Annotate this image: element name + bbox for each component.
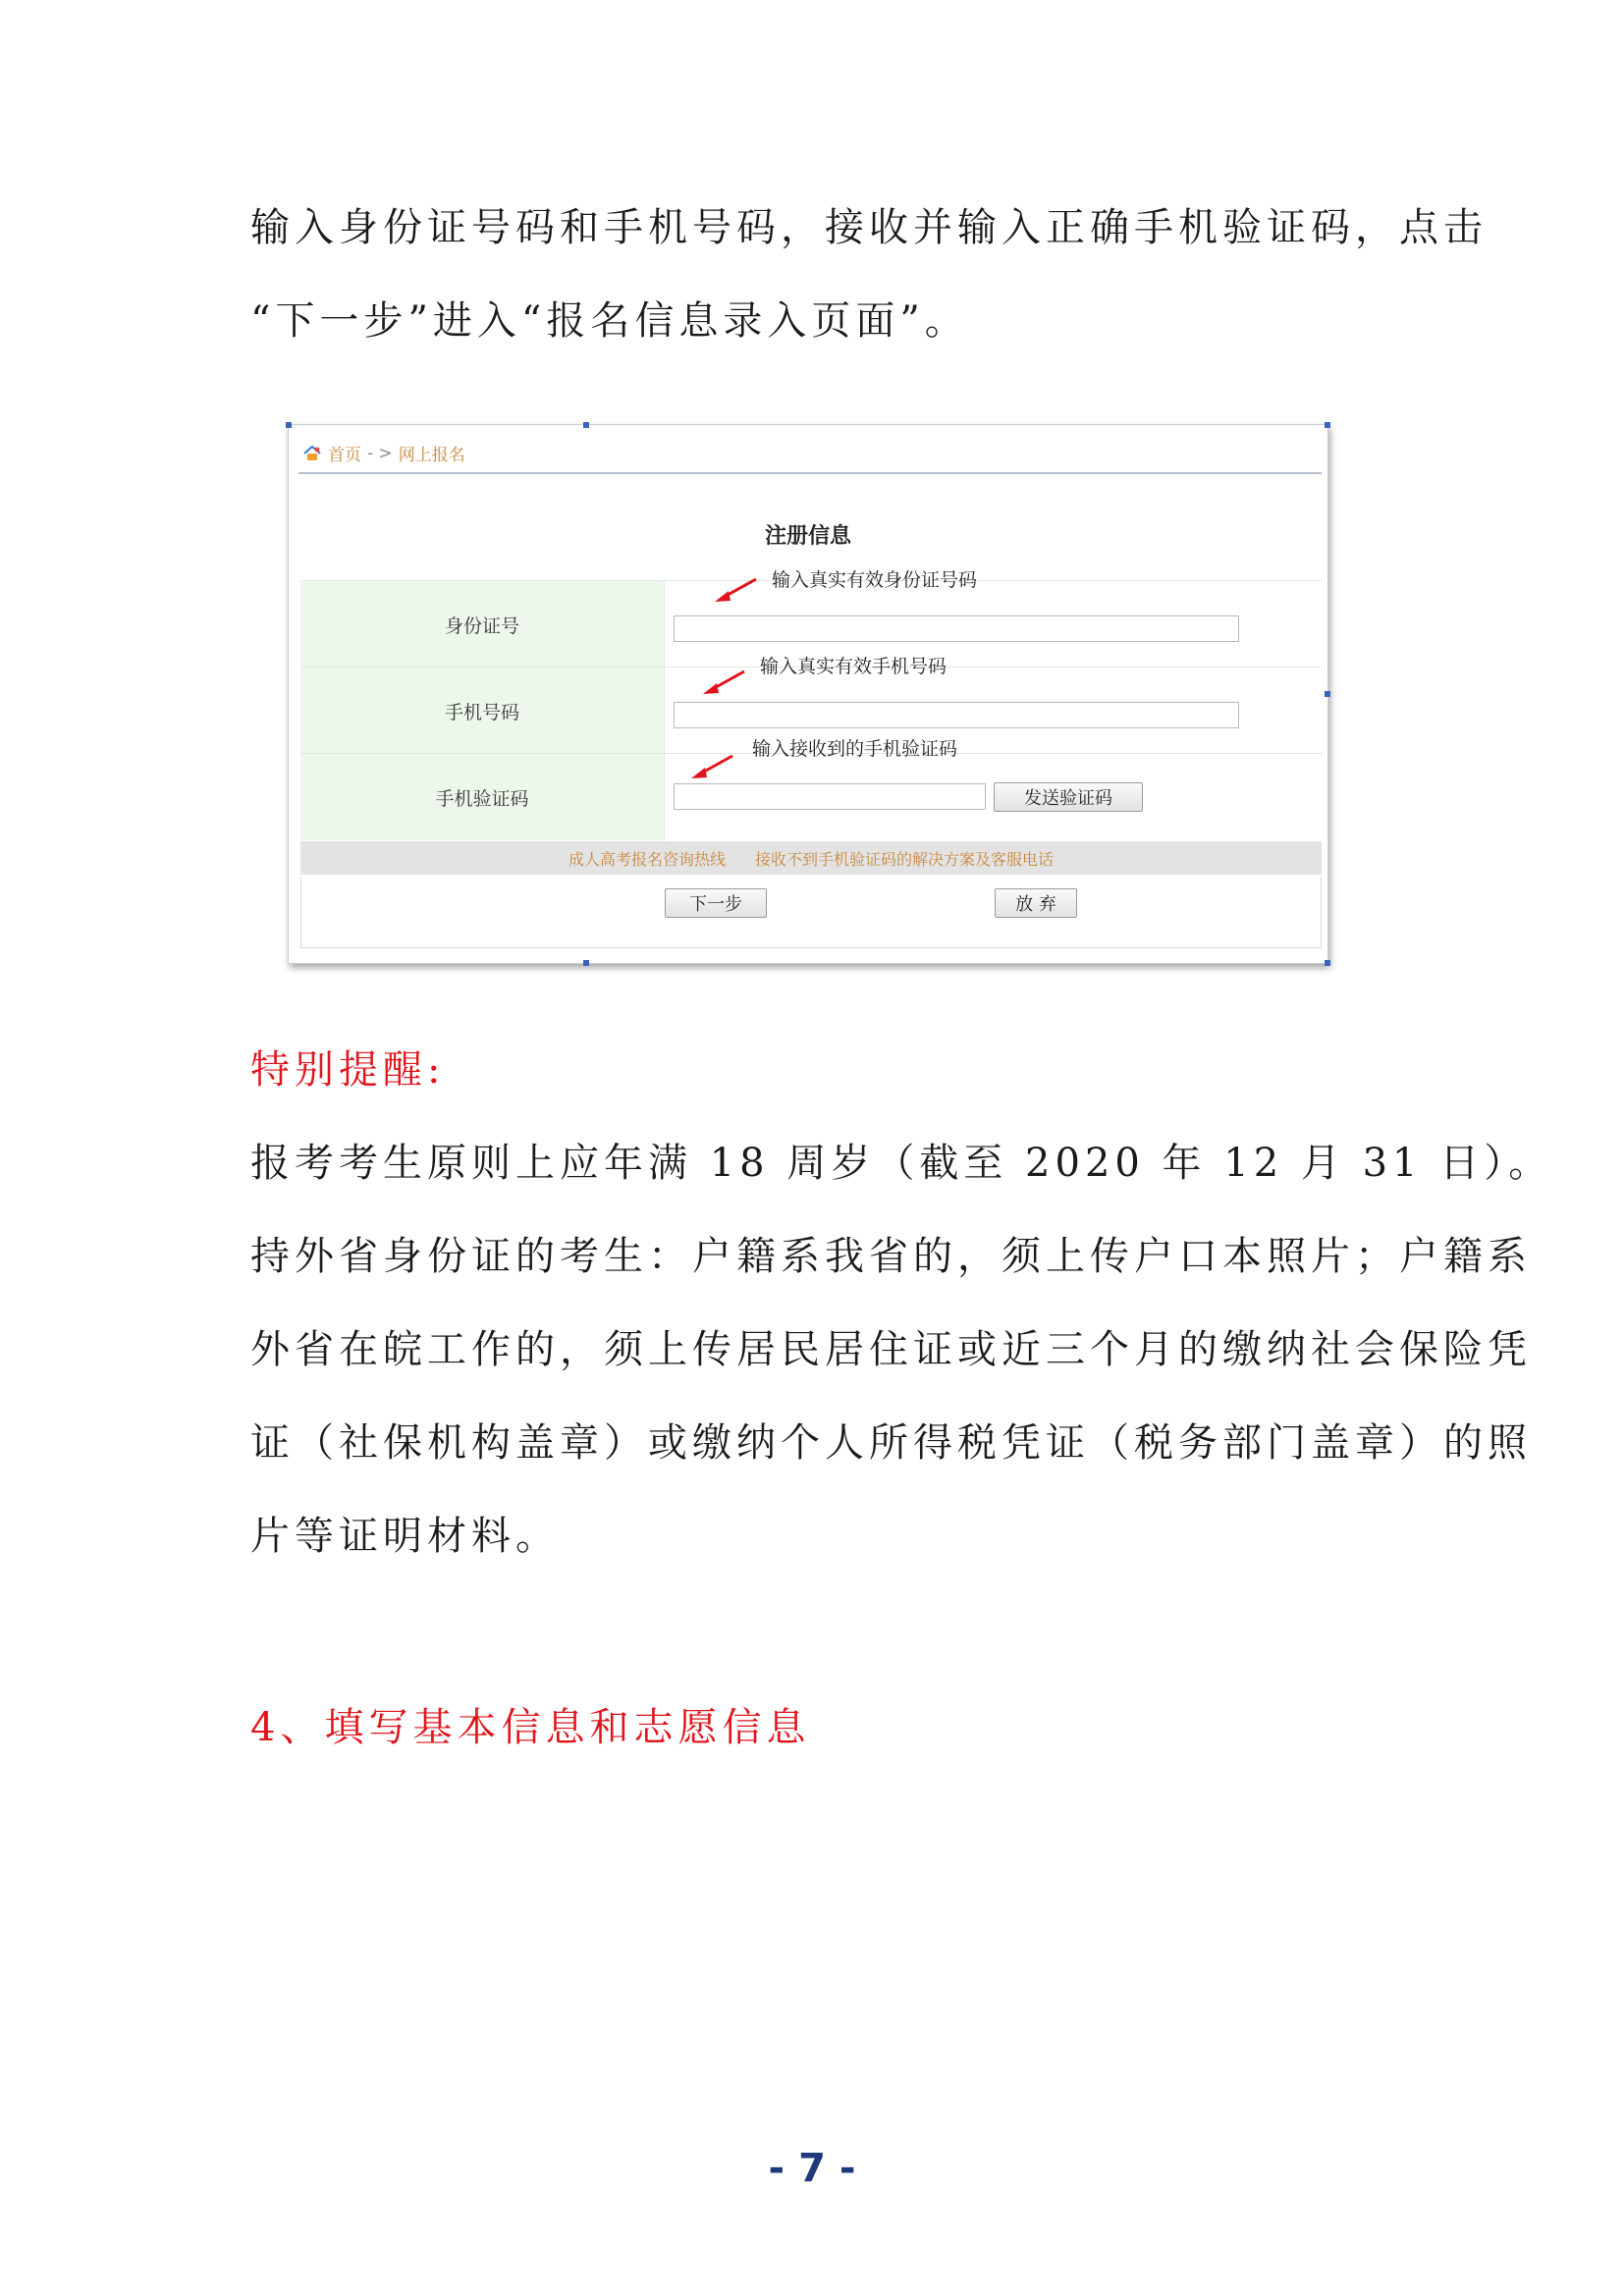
intro-line-1: 输入身份证号码和手机号码，接收并输入正确手机验证码，点击 <box>250 205 1488 250</box>
phone-number-input[interactable] <box>674 702 1239 728</box>
breadcrumb-divider <box>298 472 1322 474</box>
red-arrow-icon <box>689 752 736 781</box>
reminder-title: 特别提醒: <box>250 1047 446 1093</box>
id-number-input[interactable] <box>674 615 1239 642</box>
send-code-button[interactable]: 发送验证码 <box>994 782 1143 812</box>
id-number-hint: 输入真实有效身份证号码 <box>772 569 978 591</box>
resize-handle <box>1325 960 1330 966</box>
breadcrumb <box>302 441 465 465</box>
form-actions <box>300 877 1322 948</box>
reminder-line: 外省在皖工作的，须上传居民居住证或近三个月的缴纳社会保险凭 <box>250 1327 1532 1372</box>
page-number: - 7 - <box>768 2146 856 2191</box>
red-arrow-icon <box>701 667 748 697</box>
hotline-link[interactable]: 成人高考报名咨询热线 <box>568 849 726 869</box>
breadcrumb-separator: - > <box>367 443 393 463</box>
resize-handle <box>583 960 589 966</box>
resize-handle <box>1325 422 1330 428</box>
reminder-line: 持外省身份证的考生：户籍系我省的，须上传户口本照片；户籍系 <box>250 1234 1532 1279</box>
phone-number-label: 手机号码 <box>300 667 665 754</box>
form-title: 注册信息 <box>764 524 851 549</box>
verification-code-hint: 输入接收到的手机验证码 <box>752 738 958 760</box>
registration-screenshot <box>288 424 1328 964</box>
section-4-title: 4、填写基本信息和志愿信息 <box>250 1705 811 1750</box>
cancel-button[interactable]: 放 弃 <box>995 888 1077 918</box>
resize-handle <box>286 422 292 428</box>
resize-handle <box>1325 691 1330 697</box>
reminder-line: 报考考生原则上应年满 18 周岁（截至 2020 年 12 月 31 日）。 <box>250 1141 1553 1186</box>
phone-number-hint: 输入真实有效手机号码 <box>760 656 947 677</box>
id-number-label: 身份证号 <box>300 581 665 667</box>
verification-code-label: 手机验证码 <box>300 754 665 840</box>
code-help-link[interactable]: 接收不到手机验证码的解决方案及客服电话 <box>755 849 1055 869</box>
reminder-line: 证（社保机构盖章）或缴纳个人所得税凭证（税务部门盖章）的照 <box>250 1420 1532 1466</box>
verification-code-row <box>300 738 1322 840</box>
info-links-bar <box>300 841 1322 875</box>
verification-code-input[interactable] <box>674 783 986 810</box>
resize-handle <box>583 422 589 428</box>
red-arrow-icon <box>713 575 760 605</box>
breadcrumb-home-link[interactable]: 首页 <box>328 446 361 465</box>
next-step-button[interactable]: 下一步 <box>665 888 767 918</box>
breadcrumb-current[interactable]: 网上报名 <box>398 446 465 465</box>
reminder-line: 片等证明材料。 <box>250 1514 560 1559</box>
home-icon <box>302 445 322 462</box>
intro-line-2: “下一步”进入“报名信息录入页面”。 <box>250 298 969 344</box>
